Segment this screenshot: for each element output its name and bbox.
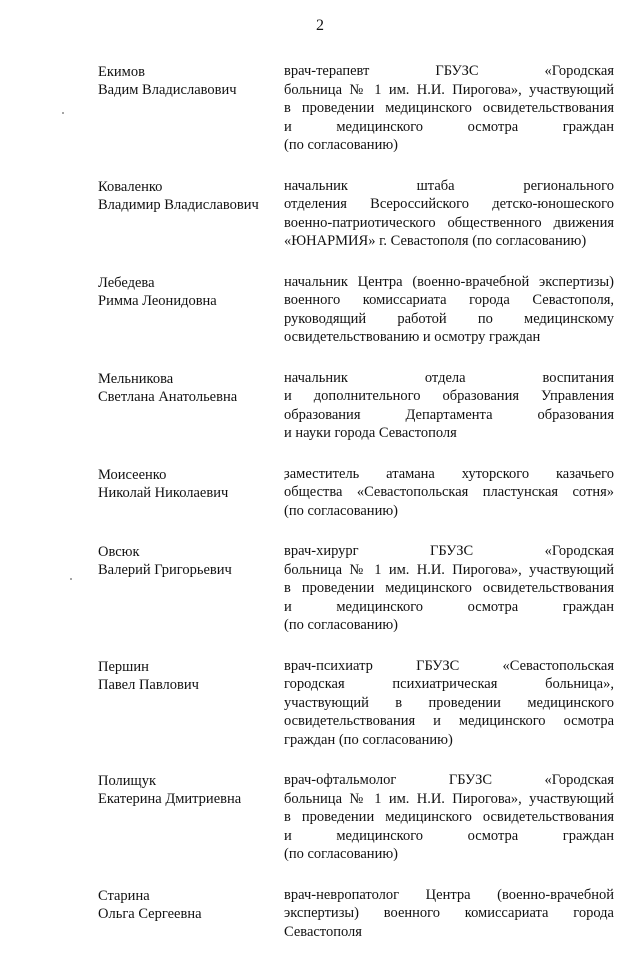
member-given-names: Римма Леонидовна <box>98 292 217 309</box>
member-role <box>284 369 614 443</box>
member-list <box>0 62 640 963</box>
member-role-line: отделения Всероссийского детско-юношеского <box>284 196 614 212</box>
member-role-line: экспертизы) военного комиссариата города <box>284 905 614 921</box>
member-role-line: заместитель атамана хуторского казачьего <box>284 465 614 482</box>
member-surname: Старина <box>98 887 150 904</box>
member-role-line: освидетельствованию и осмотру граждан <box>284 329 541 345</box>
member-entry <box>0 771 640 864</box>
member-role-line: врач-психиатр ГБУЗС «Севастопольская <box>284 657 614 674</box>
member-role-line: руководящий работой по медицинскому <box>284 310 614 327</box>
member-role-line: в проведении медицинского освидетельствования <box>284 100 614 116</box>
member-surname: Овсюк <box>98 544 140 560</box>
member-role <box>284 542 614 635</box>
member-role-line: и медицинского осмотра граждан <box>284 598 614 615</box>
member-role-line: начальник штаба регионального <box>284 177 614 194</box>
member-role-line: (по согласованию) <box>284 617 398 633</box>
page-number: 2 <box>316 17 324 34</box>
member-entry <box>0 177 640 251</box>
member-surname: Моисеенко <box>98 466 167 483</box>
member-entry <box>0 62 640 155</box>
member-given-names: Вадим Владиславович <box>98 82 237 98</box>
member-role-line: «ЮНАРМИЯ» г. Севастополя (по согласованию) <box>284 233 587 249</box>
member-role <box>284 657 614 750</box>
member-role-line: врач-хирург ГБУЗС «Городская <box>284 543 614 559</box>
member-role-line: в проведении медицинского освидетельствования <box>284 580 614 596</box>
member-surname: Першин <box>98 658 149 675</box>
member-role-line: военно-патриотического общественного движения <box>284 214 614 231</box>
member-surname: Коваленко <box>98 178 163 195</box>
member-given-names: Светлана Анатольевна <box>98 388 238 405</box>
member-name <box>98 369 284 443</box>
member-name <box>98 771 284 864</box>
member-role-line: больница № 1 им. Н.И. Пирогова», участвующий <box>284 790 614 807</box>
member-role-line: больница № 1 им. Н.И. Пирогова», участвующий <box>284 561 614 578</box>
member-name <box>98 62 284 155</box>
member-name <box>98 542 284 635</box>
member-given-names: Ольга Сергеевна <box>98 905 202 922</box>
member-role <box>284 465 614 521</box>
member-role-line: и науки города Севастополя <box>284 425 457 441</box>
member-role-line: и медицинского осмотра граждан <box>284 118 614 135</box>
member-surname: Екимов <box>98 64 145 80</box>
member-role <box>284 62 614 155</box>
member-given-names: Павел Павлович <box>98 676 199 693</box>
member-role-line: и медицинского осмотра граждан <box>284 827 614 844</box>
member-role-line: образования Департамента образования <box>284 406 614 423</box>
member-role-line: освидетельствования и медицинского осмотра <box>284 713 614 729</box>
member-entry <box>0 886 640 942</box>
member-name <box>98 886 284 942</box>
member-role-line: граждан (по согласованию) <box>284 731 453 748</box>
member-role-line: врач-терапевт ГБУЗС «Городская <box>284 63 614 79</box>
member-role-line: в проведении медицинского освидетельствования <box>284 809 614 825</box>
member-role <box>284 886 614 942</box>
member-name <box>98 273 284 347</box>
member-role-line: (по согласованию) <box>284 846 398 862</box>
member-role-line: начальник отдела воспитания <box>284 369 614 386</box>
member-role-line: (по согласованию) <box>284 137 398 153</box>
member-role-line: (по согласованию) <box>284 502 398 519</box>
member-role <box>284 273 614 347</box>
member-role <box>284 177 614 251</box>
member-given-names: Владимир Владиславович <box>98 196 259 213</box>
member-surname: Полищук <box>98 773 156 789</box>
member-given-names: Валерий Григорьевич <box>98 562 232 578</box>
member-entry <box>0 465 640 521</box>
member-role-line: военного комиссариата города Севастополя, <box>284 292 614 308</box>
member-role-line: и дополнительного образования Управления <box>284 388 614 404</box>
member-entry <box>0 542 640 635</box>
member-surname: Лебедева <box>98 274 155 291</box>
member-entry <box>0 657 640 750</box>
member-role-line: начальник Центра (военно-врачебной экспертизы) <box>284 273 614 290</box>
member-name <box>98 657 284 750</box>
member-name <box>98 177 284 251</box>
member-role-line: врач-невропатолог Центра (военно-врачебной <box>284 886 614 903</box>
member-given-names: Николай Николаевич <box>98 484 229 501</box>
member-role-line: общества «Севастопольская пластунская сотня» <box>284 484 614 500</box>
member-given-names: Екатерина Дмитриевна <box>98 791 242 807</box>
member-role-line: городская психиатрическая больница», <box>284 676 614 692</box>
member-role <box>284 771 614 864</box>
member-role-line: врач-офтальмолог ГБУЗС «Городская <box>284 772 614 788</box>
member-surname: Мельникова <box>98 370 174 387</box>
member-role-line: участвующий в проведении медицинского <box>284 694 614 711</box>
member-entry <box>0 273 640 347</box>
member-role-line: больница № 1 им. Н.И. Пирогова», участвующий <box>284 81 614 98</box>
member-role-line: Севастополя <box>284 923 362 940</box>
member-name <box>98 465 284 521</box>
member-entry <box>0 369 640 443</box>
